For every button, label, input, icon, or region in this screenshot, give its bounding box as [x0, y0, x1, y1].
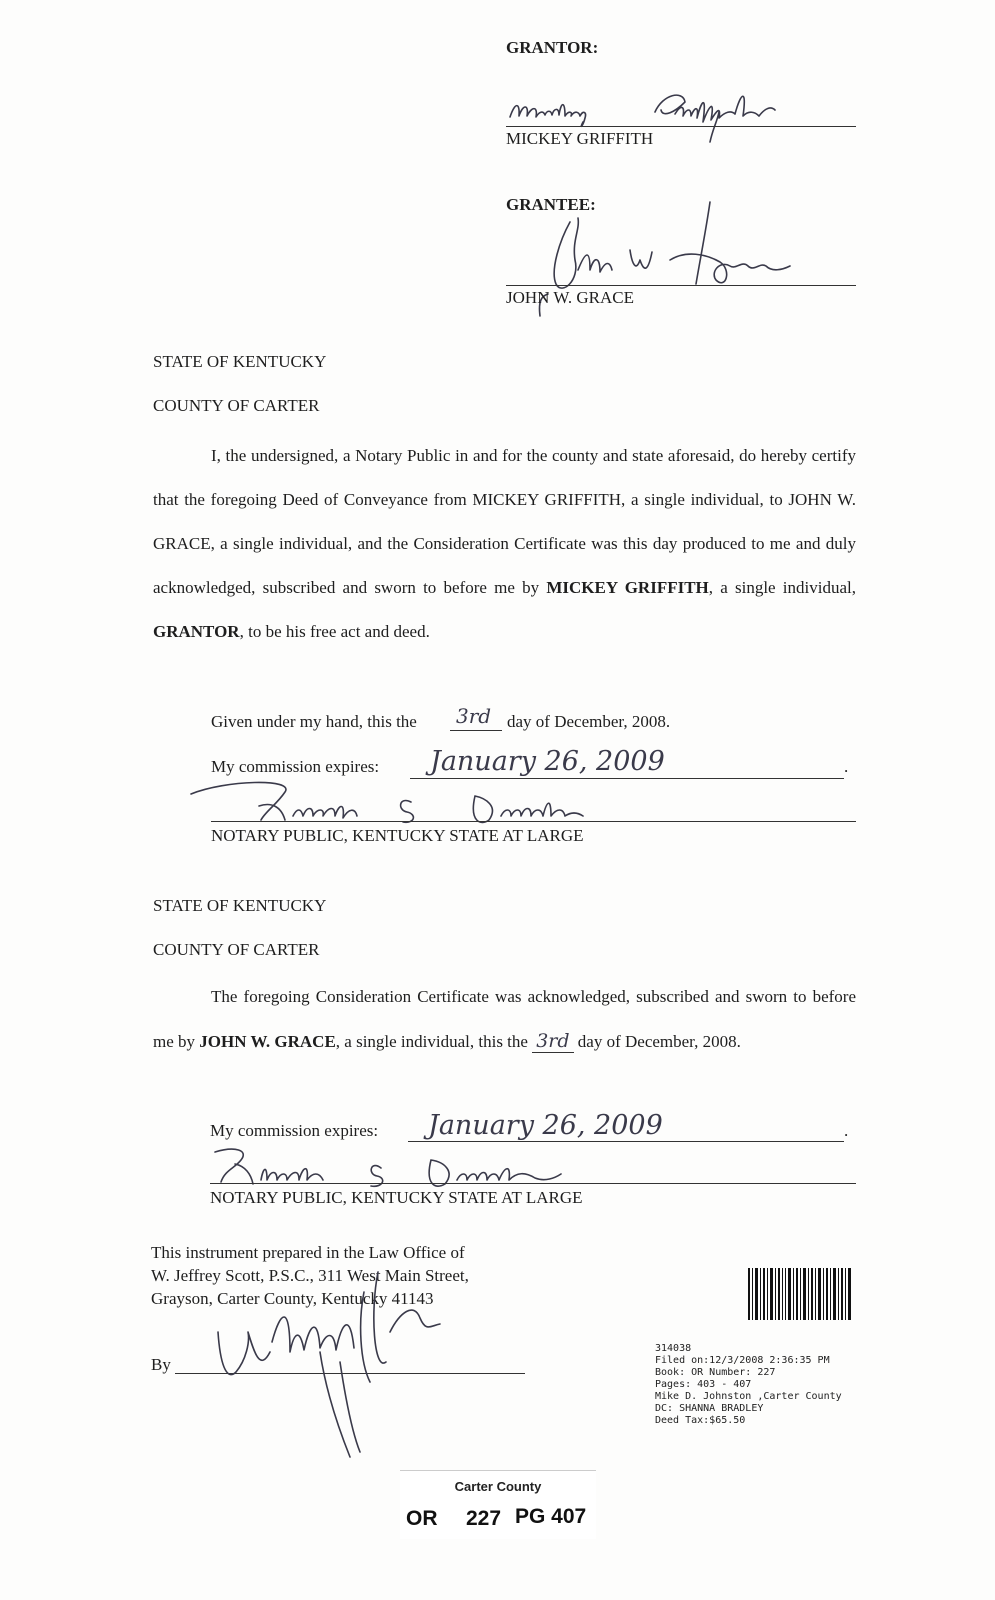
filing-clerk: Mike D. Johnston ,Carter County: [655, 1391, 842, 1402]
grantee-heading: GRANTEE:: [506, 195, 596, 214]
ack1-notary-title: NOTARY PUBLIC, KENTUCKY STATE AT LARGE: [211, 826, 584, 845]
stamp-book: 227: [466, 1507, 502, 1530]
preparer-by-label: By: [151, 1355, 171, 1374]
ack1-county: COUNTY OF CARTER: [153, 396, 320, 415]
stamp-page: PG 407: [515, 1505, 587, 1528]
ack2-grantee-name: JOHN W. GRACE: [199, 1032, 336, 1051]
ack1-paragraph: I, the undersigned, a Notary Public in and for the county and state aforesaid, do hereby certify that the foregoing Deed of Conveyance from MICKEY GRIFFITH, a single individual, to JOHN W. GRACE, a single individual, and the Consideration Certificate was this day produced to me and duly acknowledged, subscribed and sworn to before me by MICKEY GRIFFITH, a single individual, GRANTOR, to be his free act and deed.: [153, 446, 856, 641]
recording-stamp: [400, 1470, 596, 1539]
grantor-name: MICKEY GRIFFITH: [506, 129, 654, 148]
preparer-line1: This instrument prepared in the Law Office of: [151, 1243, 465, 1262]
ack1-commission-period: .: [844, 757, 849, 776]
ack1-grantor-role: GRANTOR: [153, 622, 240, 641]
filing-date: Filed on:12/3/2008 2:36:35 PM: [655, 1355, 830, 1366]
preparer-line3: Grayson, Carter County, Kentucky 41143: [151, 1289, 434, 1308]
preparer-signature: [200, 1232, 460, 1462]
filing-number: 314038: [655, 1343, 692, 1354]
ack1-commission-date: January 26, 2009: [430, 746, 665, 777]
ack2-notary-title: NOTARY PUBLIC, KENTUCKY STATE AT LARGE: [210, 1188, 583, 1207]
ack1-grantor-name: MICKEY GRIFFITH: [546, 578, 709, 597]
ack2-paragraph: The foregoing Consideration Certificate was acknowledged, subscribed and sworn to before me by JOHN W. GRACE, a single individual, this the 3rd day of December, 2008.: [153, 987, 856, 1052]
ack1-given-prefix: Given under my hand, this the: [211, 712, 417, 731]
filing-book: Book: OR Number: 227: [655, 1367, 776, 1378]
ack2-commission-date: January 26, 2009: [428, 1110, 663, 1141]
barcode: [748, 1268, 852, 1320]
stamp-or-label: OR: [406, 1507, 438, 1530]
ack1-commission-label: My commission expires:: [211, 757, 380, 776]
filing-pages: Pages: 403 - 407: [655, 1379, 752, 1390]
ack2-state: STATE OF KENTUCKY: [153, 896, 327, 915]
preparer-line2: W. Jeffrey Scott, P.S.C., 311 West Main Street,: [151, 1266, 469, 1285]
filing-info: [655, 1343, 842, 1427]
grantee-name: JOHN W. GRACE: [506, 288, 634, 307]
ack1-given-suffix: day of December, 2008.: [507, 712, 671, 731]
stamp-county: Carter County: [454, 1479, 542, 1494]
filing-deputy: DC: SHANNA BRADLEY: [655, 1403, 764, 1414]
ack2-day: 3rd: [532, 1030, 573, 1053]
ack2-commission-period: .: [844, 1121, 849, 1140]
ack2-commission-label: My commission expires:: [210, 1121, 379, 1140]
grantor-heading: GRANTOR:: [506, 38, 599, 57]
ack1-state: STATE OF KENTUCKY: [153, 352, 327, 371]
ack1-given-day: 3rd: [456, 704, 492, 728]
filing-deed-tax: Deed Tax:$65.50: [655, 1415, 746, 1426]
ack2-county: COUNTY OF CARTER: [153, 940, 320, 959]
